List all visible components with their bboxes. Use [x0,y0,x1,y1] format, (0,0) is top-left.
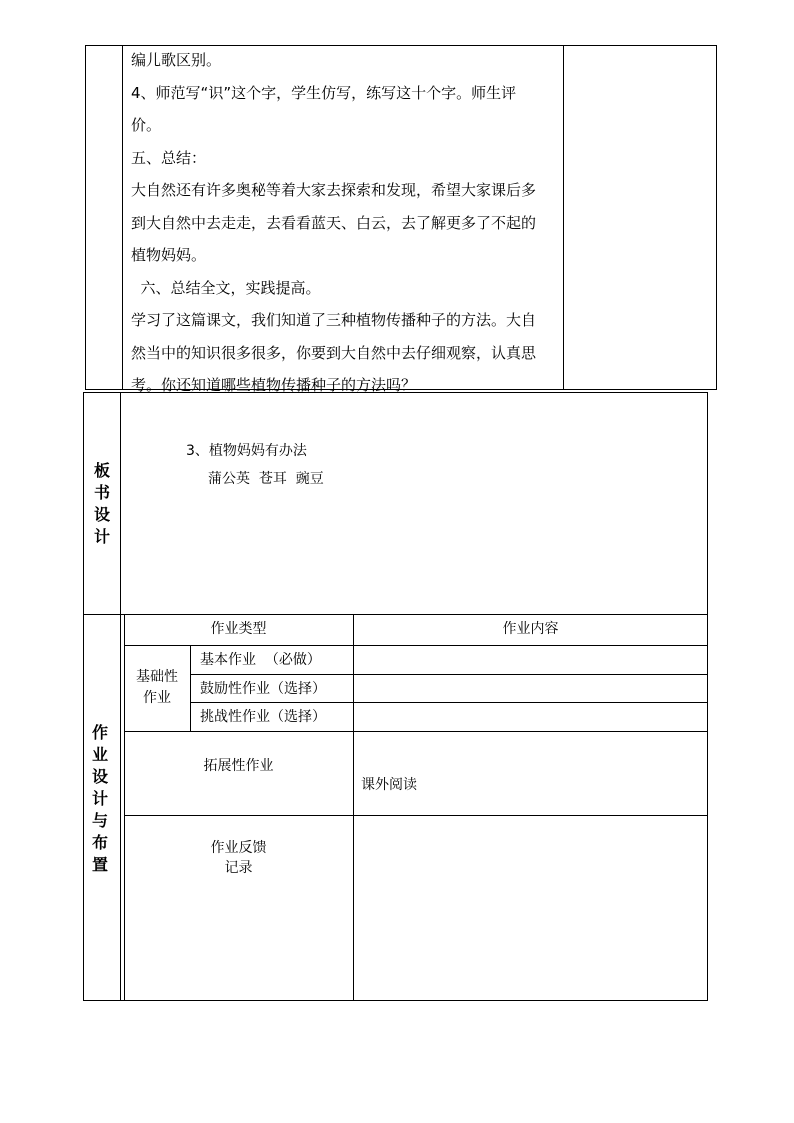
extended-label: 拓展性作业 [203,758,274,774]
col-divider-main [353,614,354,1001]
lesson-line: 编儿歌区别。 [131,51,222,69]
homework-label: 作 业 设 计 与 布 置 [91,723,108,874]
homework-row-basic: 基本作业 （必做） [200,652,321,668]
lesson-line: 到大自然中去走走，去看看蓝天、白云，去了解更多了不起的 [131,213,537,232]
extended-content: 课外阅读 [361,777,417,793]
board-section [83,392,708,615]
col-header-type: 作业类型 [210,621,267,637]
lesson-line: 学习了这篇课文，我们知道了三种植物传播种子的方法。大自 [131,311,537,329]
board-items: 蒲公英 苍耳 豌豆 [208,471,324,487]
row-basic-bottom [124,731,708,732]
homework-row-challenge: 挑战性作业（选择） [200,709,326,725]
row-2-bottom [190,702,708,703]
row-extended-bottom [124,815,708,816]
lesson-line: 然当中的知识很多很多，你要到大自然中去仔细观察，认真思 [131,343,537,362]
lesson-left-divider [122,45,123,390]
lesson-right-divider [563,45,564,390]
basic-group-label: 基础性 作业 [136,669,178,706]
lesson-line: 六、总结全文，实践提高。 [131,278,321,297]
row-header-bottom [124,645,708,646]
board-title: 3、植物妈妈有办法 [186,443,307,459]
feedback-label: 作业反馈 记录 [210,840,267,876]
lesson-line: 价。 [131,116,162,134]
row-1-bottom [190,674,708,675]
lesson-line: 考。你还知道哪些植物传播种子的方法吗？ [131,376,417,394]
col-header-content: 作业内容 [502,621,559,637]
homework-row-encourage: 鼓励性作业（选择） [200,681,326,697]
homework-label-divider-a [120,614,121,1001]
lesson-line: 植物妈妈。 [131,246,207,264]
col-divider-basic [190,645,191,731]
lesson-line: 大自然还有许多奥秘等着大家去探索和发现，希望大家课后多 [131,181,537,199]
board-divider [120,392,121,615]
lesson-text [131,44,561,402]
lesson-line: 4、师范写“识”这个字，学生仿写，练写这十个字。师生评 [131,83,517,102]
board-label: 板 书 设 计 [93,461,110,546]
lesson-line: 五、总结： [131,148,207,167]
